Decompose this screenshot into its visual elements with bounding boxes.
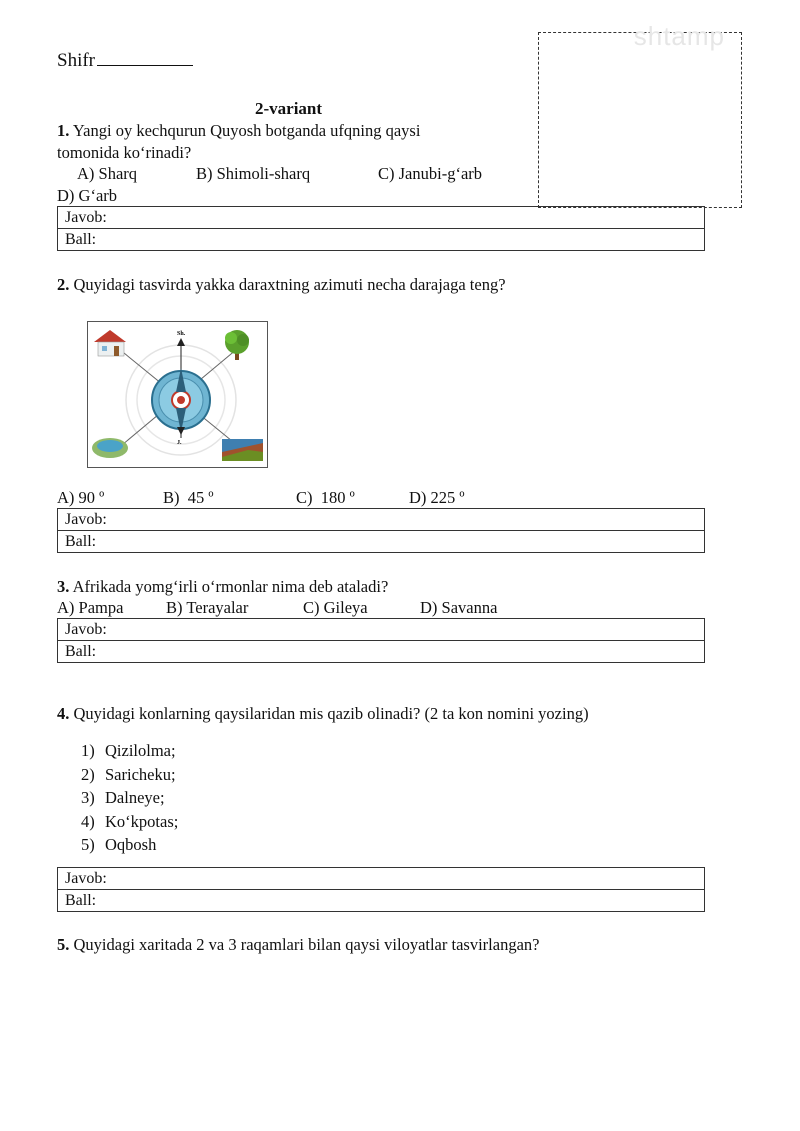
q1-answer-box — [57, 206, 705, 251]
q2-option-a[interactable]: A) 90 º — [57, 488, 105, 507]
compass-north-label: Sh. — [177, 331, 186, 337]
question-4-number: 4. — [57, 704, 70, 723]
question-3-text — [57, 576, 388, 598]
question-4-body: Quyidagi konlarning qaysilaridan mis qazib olinadi? (2 ta kon nomini yozing) — [73, 704, 589, 723]
q1-option-a[interactable]: A) Sharq — [77, 164, 138, 183]
q2-ball-row[interactable] — [58, 530, 704, 552]
q2-javob-row[interactable] — [58, 509, 704, 530]
house-icon — [94, 330, 126, 356]
q4-ball-row[interactable] — [58, 889, 704, 911]
q3-option-a[interactable]: A) Pampa — [57, 598, 124, 617]
q3-answer-box — [57, 618, 705, 663]
shifr-field — [57, 48, 193, 72]
q2-option-d[interactable]: D) 225 º — [409, 488, 465, 507]
shifr-blank-line[interactable] — [97, 48, 193, 66]
q1-javob-label: Javob: — [65, 209, 107, 226]
q4-ball-label: Ball: — [65, 892, 97, 909]
question-2-body: Quyidagi tasvirda yakka daraxtning azimuti necha darajaga teng? — [73, 275, 506, 294]
q3-option-d[interactable]: D) Savanna — [420, 598, 498, 617]
shifr-label: Shifr — [57, 50, 95, 71]
list-item: 4) Ko‘kpotas; — [81, 811, 179, 831]
stamp-watermark: shtamp — [633, 21, 725, 51]
list-item: 2) Saricheku; — [81, 764, 176, 784]
list-item: 3) Dalneye; — [81, 788, 165, 807]
q2-ball-label: Ball: — [65, 533, 97, 550]
q1-ball-row[interactable] — [58, 228, 704, 250]
question-4-text — [57, 703, 589, 725]
q4-javob-label: Javob: — [65, 870, 107, 887]
q1-javob-row[interactable] — [58, 207, 704, 228]
question-1-number: 1. — [57, 121, 70, 140]
question-3-body: Afrikada yomg‘irli o‘rmonlar nima deb ataladi? — [72, 577, 389, 596]
question-3-number: 3. — [57, 577, 70, 596]
compass-figure — [87, 321, 268, 468]
q2-javob-label: Javob: — [65, 511, 107, 528]
question-1-line2: tomonida ko‘rinadi? — [57, 143, 192, 162]
q3-ball-label: Ball: — [65, 643, 97, 660]
question-5-text — [57, 934, 539, 956]
q4-javob-row[interactable] — [58, 868, 704, 889]
q1-ball-label: Ball: — [65, 231, 97, 248]
q3-ball-row[interactable] — [58, 640, 704, 662]
compass-south-label: J. — [177, 440, 182, 446]
q2-answer-box — [57, 508, 705, 553]
q1-option-c[interactable]: C) Janubi-g‘arb — [378, 164, 483, 183]
question-1-text — [57, 120, 420, 164]
question-2-number: 2. — [57, 275, 70, 294]
stamp-box — [538, 21, 742, 208]
question-2-text — [57, 274, 506, 296]
q1-option-d[interactable]: D) G‘arb — [57, 186, 118, 205]
question-5-number: 5. — [57, 935, 70, 954]
compass-illustration — [88, 322, 267, 467]
variant-title: 2-variant — [255, 99, 323, 118]
list-item: 5) Oqbosh — [81, 835, 157, 854]
q3-javob-row[interactable] — [58, 619, 704, 640]
river-icon — [222, 439, 263, 461]
q2-option-c[interactable]: C) 180 º — [296, 488, 355, 507]
q2-option-b[interactable]: B) 45 º — [163, 488, 214, 507]
question-1-line1: Yangi oy kechqurun Quyosh botganda ufqning qaysi — [72, 121, 421, 140]
question-5-body: Quyidagi xaritada 2 va 3 raqamlari bilan qaysi viloyatlar tasvirlangan? — [73, 935, 540, 954]
lake-icon — [92, 438, 128, 458]
q3-option-c[interactable]: C) Gileya — [303, 598, 368, 617]
q1-option-b[interactable]: B) Shimoli-sharq — [196, 164, 311, 183]
deposit-list — [81, 739, 178, 857]
q3-option-b[interactable]: B) Terayalar — [166, 598, 249, 617]
list-item: 1) Qizilolma; — [81, 741, 176, 760]
q4-answer-box — [57, 867, 705, 912]
q3-javob-label: Javob: — [65, 621, 107, 638]
